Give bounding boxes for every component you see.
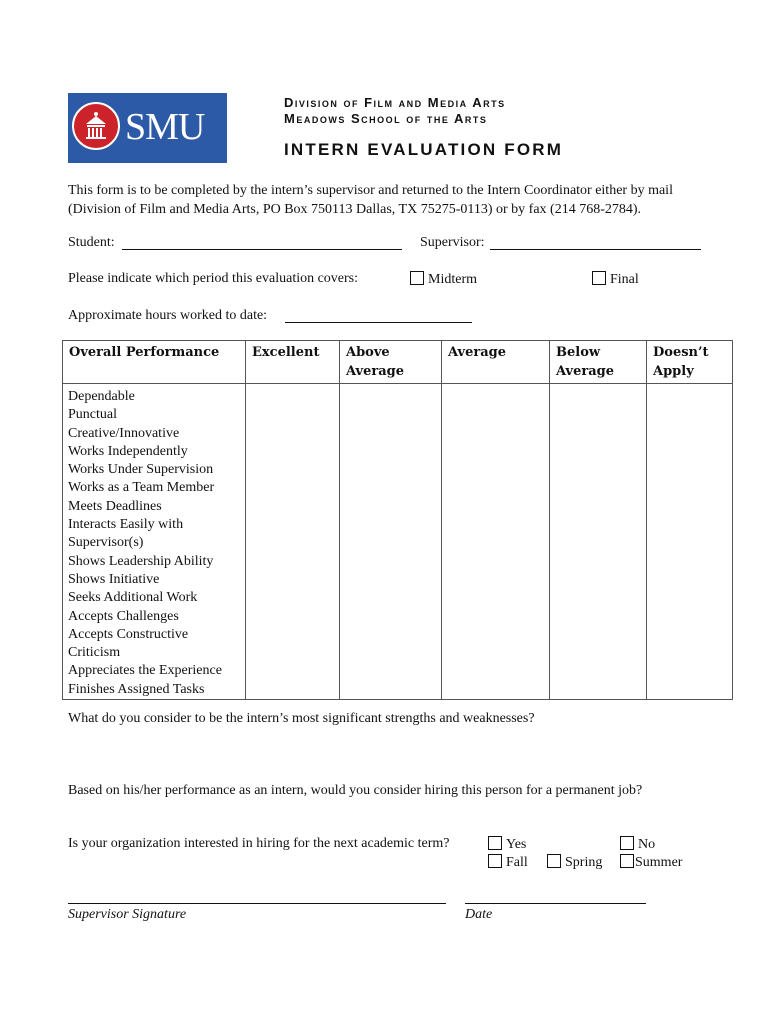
spring-label: Spring	[565, 855, 603, 870]
school-name: Meadows School of the Arts	[284, 111, 488, 126]
header-average: Average	[442, 341, 550, 384]
header-above-average-line1: Above	[346, 345, 390, 360]
criteria-item: Works as a Team Member	[68, 480, 215, 496]
hours-label: Approximate hours worked to date:	[68, 308, 268, 323]
final-checkbox[interactable]	[592, 271, 606, 285]
final-option[interactable]	[592, 271, 639, 288]
criteria-list	[63, 384, 246, 700]
criteria-item: Supervisor(s)	[68, 535, 144, 551]
criteria-item: Interacts Easily with	[68, 517, 184, 533]
rating-column-average[interactable]	[442, 384, 550, 700]
header-doesnt-apply-line2: Apply	[653, 364, 694, 379]
question-strengths: What do you consider to be the intern’s most significant strengths and weaknesses?	[68, 711, 535, 726]
header-below-average	[550, 341, 647, 384]
criteria-item: Creative/Innovative	[68, 425, 180, 441]
criteria-item: Meets Deadlines	[68, 498, 162, 514]
header-overall-performance: Overall Performance	[63, 341, 246, 384]
supervisor-signature-line[interactable]	[68, 903, 446, 904]
no-option[interactable]	[620, 836, 655, 853]
smu-logo	[68, 93, 227, 163]
evaluation-table	[62, 340, 733, 700]
supervisor-signature-label: Supervisor Signature	[68, 907, 187, 922]
criteria-item: Appreciates the Experience	[68, 663, 222, 679]
question-hire-permanent: Based on his/her performance as an intern, would you consider hiring this person for a permanent job?	[68, 783, 643, 798]
form-title: INTERN EVALUATION FORM	[284, 140, 564, 159]
criteria-item: Seeks Additional Work	[68, 590, 198, 606]
criteria-item: Finishes Assigned Tasks	[68, 681, 205, 697]
intro-text	[68, 181, 728, 219]
rating-column-above-average[interactable]	[340, 384, 442, 700]
header-above-average	[340, 341, 442, 384]
table-body-row	[63, 384, 733, 700]
summer-label: Summer	[635, 855, 683, 870]
criteria-item: Shows Initiative	[68, 571, 160, 587]
spring-checkbox[interactable]	[547, 854, 561, 868]
criteria-item: Dependable	[68, 389, 135, 404]
header-excellent: Excellent	[246, 341, 340, 384]
date-label: Date	[465, 907, 493, 922]
final-label: Final	[610, 272, 639, 287]
student-label: Student:	[68, 235, 115, 250]
fall-checkbox[interactable]	[488, 854, 502, 868]
header-below-average-line2: Average	[556, 364, 615, 379]
date-line[interactable]	[465, 903, 646, 904]
rating-column-excellent[interactable]	[246, 384, 340, 700]
question-next-term: Is your organization interested in hiring for the next academic term?	[68, 836, 450, 851]
yes-label: Yes	[506, 837, 527, 852]
student-field[interactable]	[122, 249, 402, 250]
rating-column-below-average[interactable]	[550, 384, 647, 700]
yes-option[interactable]	[488, 836, 526, 853]
midterm-option[interactable]	[410, 271, 477, 288]
criteria-item: Works Under Supervision	[68, 462, 214, 478]
table-header-row	[63, 341, 733, 384]
criteria-item: Accepts Constructive	[68, 626, 189, 642]
criteria-item: Criticism	[68, 645, 121, 661]
header-doesnt-apply	[647, 341, 733, 384]
fall-option[interactable]	[488, 854, 528, 871]
criteria-item: Works Independently	[68, 443, 188, 459]
division-name: Division of Film and Media Arts	[284, 95, 506, 110]
header-below-average-line1: Below	[556, 345, 601, 360]
rating-column-doesnt-apply[interactable]	[647, 384, 733, 700]
hours-field[interactable]	[285, 322, 472, 323]
midterm-checkbox[interactable]	[410, 271, 424, 285]
midterm-label: Midterm	[428, 272, 477, 287]
logo-wordmark: SMU	[125, 106, 205, 148]
criteria-item: Shows Leadership Ability	[68, 553, 214, 569]
fall-label: Fall	[506, 855, 528, 870]
summer-option[interactable]	[620, 854, 682, 871]
criteria-item: Accepts Challenges	[68, 608, 179, 624]
yes-checkbox[interactable]	[488, 836, 502, 850]
period-label: Please indicate which period this evaluation covers:	[68, 271, 359, 286]
header-above-average-line2: Average	[346, 364, 405, 379]
supervisor-label: Supervisor:	[420, 235, 485, 250]
no-checkbox[interactable]	[620, 836, 634, 850]
header-doesnt-apply-line1: Doesn’t	[653, 345, 709, 360]
intro-line-2: (Division of Film and Media Arts, PO Box 750113 Dallas, TX 75275-0113) or by fax (214 768-2784).	[68, 202, 642, 217]
spring-option[interactable]	[547, 854, 602, 871]
supervisor-field[interactable]	[490, 249, 701, 250]
criteria-item: Punctual	[68, 407, 117, 423]
dallas-hall-seal-icon	[72, 102, 120, 150]
summer-checkbox[interactable]	[620, 854, 634, 868]
no-label: No	[638, 837, 656, 852]
intro-line-1: This form is to be completed by the intern’s supervisor and returned to the Intern Coordinator either by mail	[68, 183, 673, 198]
